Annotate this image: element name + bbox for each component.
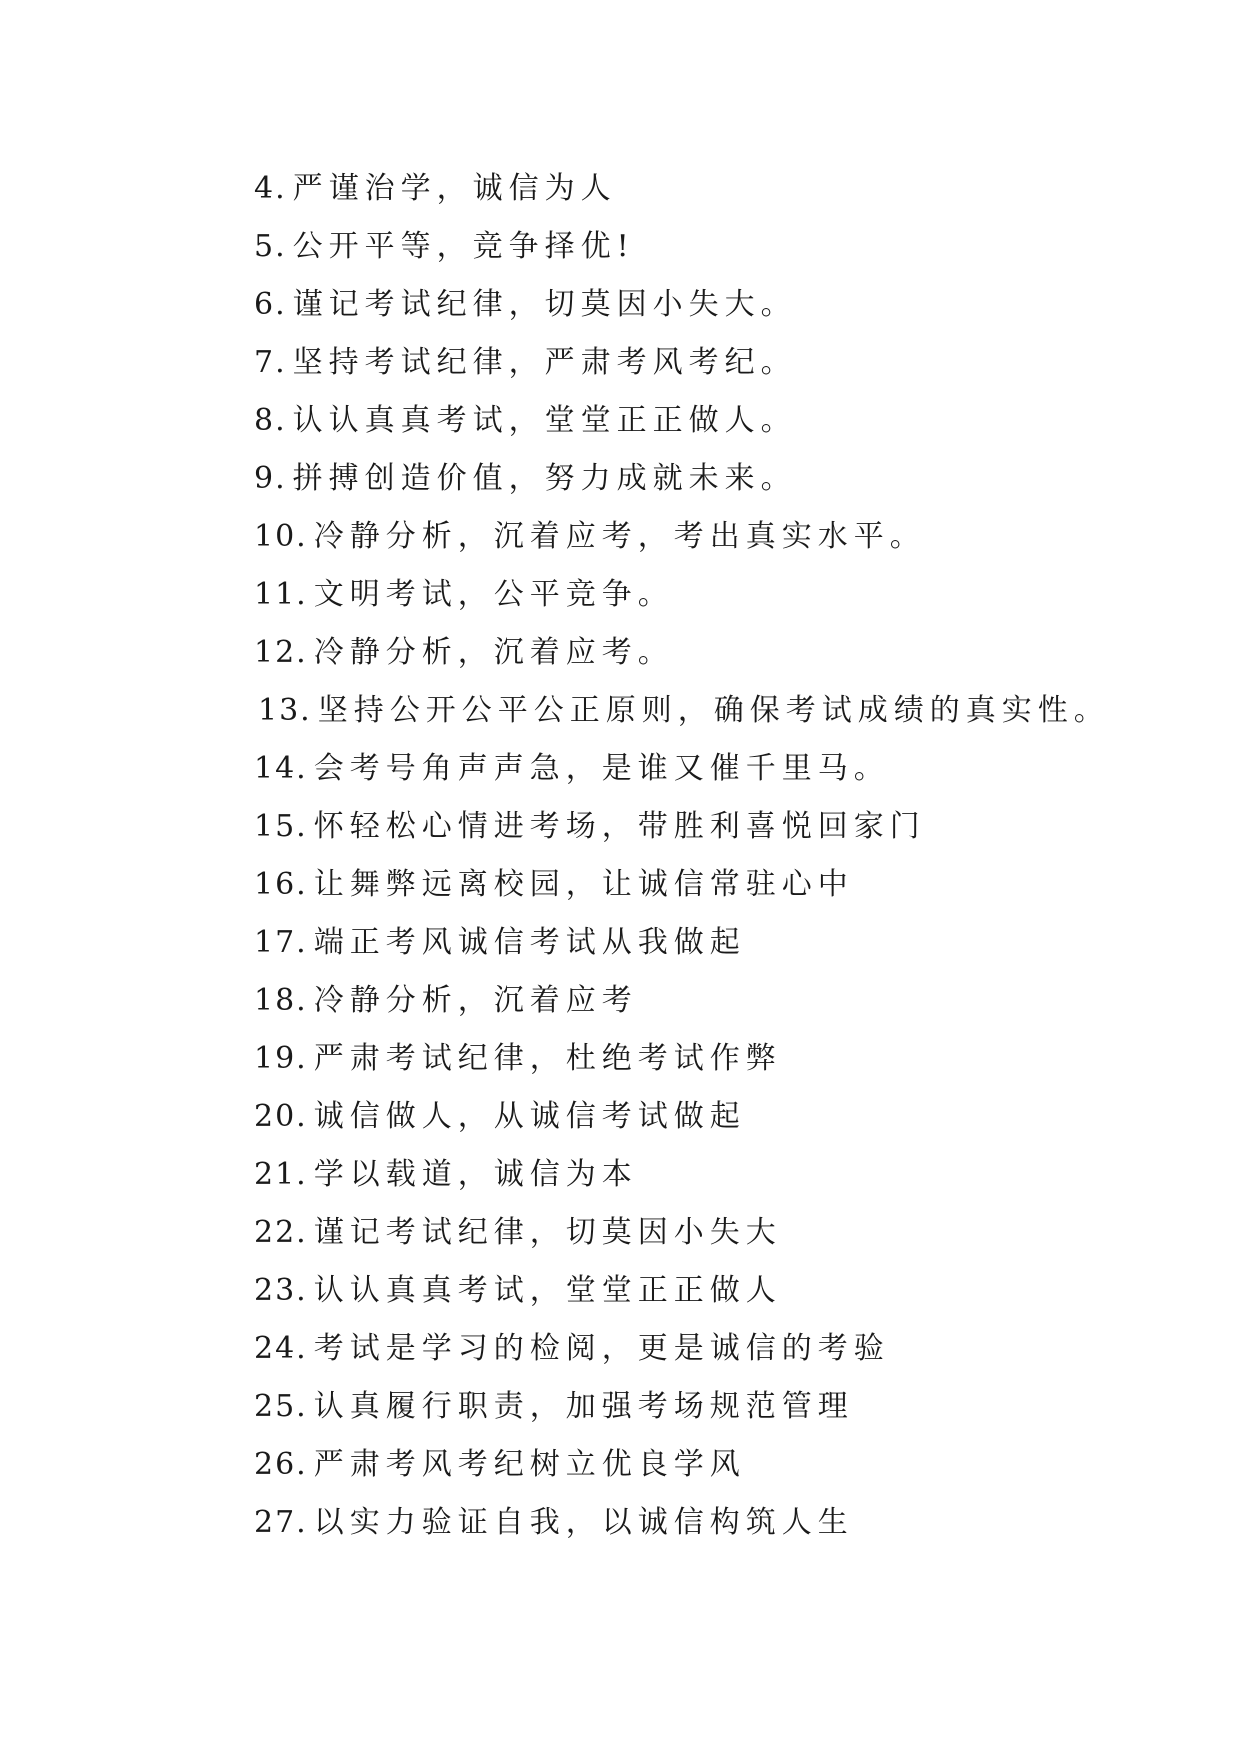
item-text: 公开平等，竞争择优! — [292, 229, 635, 264]
list-item — [254, 1204, 1110, 1262]
item-text: 严肃考风考纪树立优良学风 — [313, 1447, 746, 1482]
item-number: 10. — [254, 519, 308, 554]
list-item — [254, 740, 1110, 798]
list-item — [254, 450, 1110, 508]
item-number: 18. — [254, 983, 308, 1018]
list-item — [254, 1146, 1110, 1204]
list-item — [254, 856, 1110, 914]
item-number: 5. — [254, 229, 287, 264]
item-number: 14. — [254, 751, 308, 786]
list-item — [254, 1494, 1110, 1552]
item-text: 坚持考试纪律，严肃考风考纪。 — [292, 345, 797, 380]
slogan-list — [254, 160, 1110, 1552]
item-number: 20. — [254, 1099, 308, 1134]
list-item — [254, 972, 1110, 1030]
item-number: 21. — [254, 1157, 308, 1192]
item-text: 认认真真考试，堂堂正正做人。 — [292, 403, 797, 438]
item-text: 考试是学习的检阅，更是诚信的考验 — [313, 1331, 890, 1366]
item-number: 23. — [254, 1273, 308, 1308]
list-item — [254, 624, 1110, 682]
list-item — [254, 1378, 1110, 1436]
list-item — [254, 334, 1110, 392]
item-text: 诚信做人，从诚信考试做起 — [313, 1099, 746, 1134]
item-number: 11. — [254, 577, 308, 612]
item-number: 15. — [254, 809, 308, 844]
list-item — [254, 1320, 1110, 1378]
list-item — [254, 1030, 1110, 1088]
item-number: 4. — [254, 171, 287, 206]
item-number: 26. — [254, 1447, 308, 1482]
item-text: 冷静分析，沉着应考 — [313, 983, 638, 1018]
item-text: 拼搏创造价值，努力成就未来。 — [292, 461, 797, 496]
item-text: 怀轻松心情进考场，带胜利喜悦回家门 — [313, 809, 926, 844]
item-number: 25. — [254, 1389, 308, 1424]
item-text: 会考号角声声急，是谁又催千里马。 — [313, 751, 890, 786]
list-item — [254, 566, 1110, 624]
item-text: 学以载道，诚信为本 — [313, 1157, 638, 1192]
item-number: 17. — [254, 925, 308, 960]
list-item — [254, 508, 1110, 566]
item-text: 以实力验证自我，以诚信构筑人生 — [313, 1505, 854, 1540]
list-item — [254, 682, 1110, 740]
item-text: 坚持公开公平公正原则，确保考试成绩的真实性。 — [317, 693, 1110, 728]
list-item — [254, 914, 1110, 972]
item-number: 7. — [254, 345, 287, 380]
list-item — [254, 160, 1110, 218]
item-text: 冷静分析，沉着应考，考出真实水平。 — [313, 519, 926, 554]
item-number: 27. — [254, 1505, 308, 1540]
item-text: 让舞弊远离校园，让诚信常驻心中 — [313, 867, 854, 902]
item-number: 16. — [254, 867, 308, 902]
item-text: 严肃考试纪律，杜绝考试作弊 — [313, 1041, 782, 1076]
item-number: 9. — [254, 461, 287, 496]
list-item — [254, 218, 1110, 276]
item-text: 认认真真考试，堂堂正正做人 — [313, 1273, 782, 1308]
item-number: 13. — [258, 693, 312, 728]
item-number: 12. — [254, 635, 308, 670]
item-text: 端正考风诚信考试从我做起 — [313, 925, 746, 960]
item-text: 谨记考试纪律，切莫因小失大。 — [292, 287, 797, 322]
list-item — [254, 798, 1110, 856]
item-text: 谨记考试纪律，切莫因小失大 — [313, 1215, 782, 1250]
item-text: 严谨治学，诚信为人 — [292, 171, 617, 206]
list-item — [254, 276, 1110, 334]
item-text: 认真履行职责，加强考场规范管理 — [313, 1389, 854, 1424]
item-text: 冷静分析，沉着应考。 — [313, 635, 674, 670]
item-number: 19. — [254, 1041, 308, 1076]
list-item — [254, 392, 1110, 450]
list-item — [254, 1088, 1110, 1146]
item-number: 22. — [254, 1215, 308, 1250]
list-item — [254, 1262, 1110, 1320]
list-item — [254, 1436, 1110, 1494]
item-number: 24. — [254, 1331, 308, 1366]
item-number: 8. — [254, 403, 287, 438]
item-number: 6. — [254, 287, 287, 322]
item-text: 文明考试，公平竞争。 — [313, 577, 674, 612]
